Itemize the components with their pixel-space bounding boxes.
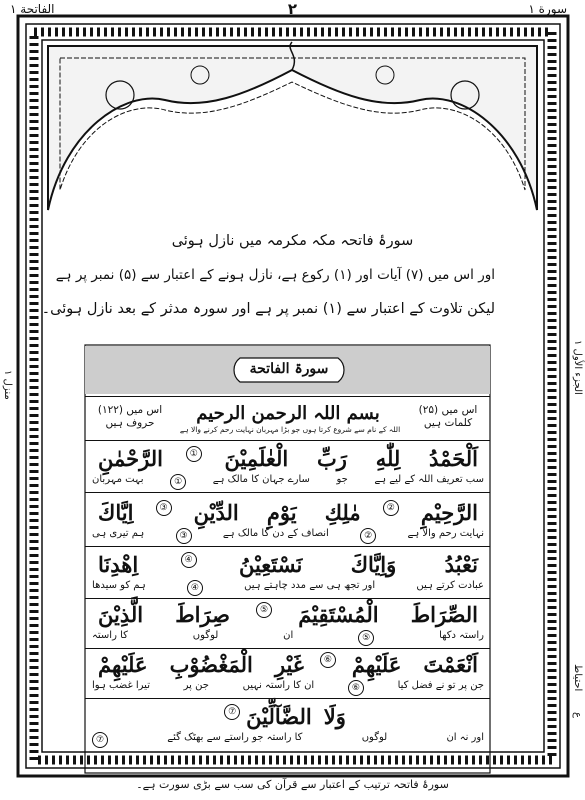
arabic-word: الْعٰلَمِيْنَ: [224, 446, 289, 471]
arabic-word: الرَّحْمٰنِ: [98, 446, 163, 471]
urdu-translation-word: جو: [336, 474, 348, 485]
bismillah-translation: اللہ کے نام سے شروع کرتا ہوں جو بڑا مہربان نہایت رحم کرنے والا ہے: [179, 425, 401, 434]
urdu-translation-word: لوگوں: [192, 630, 219, 641]
urdu-translation-word: لوگوں: [361, 732, 388, 743]
ayah-marker: ⑦: [92, 732, 108, 748]
ayah-marker: ①: [170, 474, 186, 490]
arabic-word: رَبِّ: [317, 446, 347, 471]
intro-line-1: سورۂ فاتحہ مکہ مکرمہ میں نازل ہوئی: [171, 233, 414, 249]
divider: [85, 440, 490, 441]
ayah-marker: ⑥: [320, 652, 336, 668]
urdu-translation-word: کا راستہ: [92, 630, 128, 641]
arabic-word: عَلَيْهِمْ: [351, 652, 402, 677]
footer-note: سورۂ فاتحہ ترتیب کے اعتبار سے قرآن کی سب سے بڑی سورت ہے۔: [136, 778, 449, 791]
verse-arabic-line: [92, 652, 484, 677]
urdu-translation-word: ان کا راستہ نہیں: [242, 680, 315, 691]
arabic-word: اِيَّاكَ: [98, 500, 134, 525]
divider: [85, 648, 490, 649]
verse-arabic-line: [92, 704, 484, 729]
urdu-translation-word: کا راستہ جو راستے سے بھٹک گئے: [167, 732, 303, 743]
verse-urdu-line: [92, 528, 484, 544]
urdu-translation-word: بہت مہربان: [92, 474, 144, 485]
verse-arabic-line: [92, 500, 484, 525]
urdu-translation-word: جن پر: [183, 680, 209, 691]
arabic-word: اَلْحَمْدُ: [429, 446, 478, 471]
words-count-line2: کلمات ہیں: [423, 417, 473, 429]
ayah-marker: ③: [156, 500, 172, 516]
urdu-translation-word: راستہ دکھا: [439, 630, 484, 641]
header-surah-label: سورة ۱: [528, 2, 567, 16]
divider: [85, 698, 490, 699]
urdu-translation-word: ان: [283, 630, 294, 641]
manzil-marker: منزل ۱: [2, 370, 13, 400]
ayah-marker: ②: [360, 528, 376, 544]
arabic-word: الْمَغْضُوْبِ: [169, 652, 253, 677]
arabic-word: غَيْرِ: [274, 652, 304, 677]
arabic-word: يَوْمِ: [266, 500, 297, 525]
arabic-word: لِلّٰهِ: [375, 446, 401, 471]
arabic-word: الضَّآلِّيْنَ: [246, 704, 312, 729]
divider: [85, 546, 490, 547]
arabic-word: الدِّيْنِ: [193, 500, 239, 525]
letters-count-line1: اس میں (۱۲۲): [97, 404, 163, 416]
words-count: [412, 404, 484, 430]
urdu-translation-word: ہم تیری ہی: [92, 528, 145, 539]
arabic-word: وَلَا: [323, 704, 346, 729]
arabic-word: وَاِيَّاكَ: [350, 552, 397, 577]
juz-marker: الجزء الأول ۱: [572, 340, 583, 395]
verse-urdu-line: [92, 580, 484, 596]
words-count-line1: اس میں (۲۵): [418, 404, 478, 416]
verse-arabic-line: [92, 552, 484, 577]
caution-marker: احتیاط: [572, 664, 583, 692]
arabic-word: الَّذِيْنَ: [98, 602, 144, 627]
ayah-marker: ⑥: [348, 680, 364, 696]
divider: [85, 492, 490, 493]
letters-count-line2: حروف ہیں: [105, 417, 155, 429]
urdu-translation-word: نہایت رحم والا ہے: [407, 528, 484, 539]
verse-urdu-line: [92, 680, 484, 696]
arabic-word: الرَّحِيْمِ: [420, 500, 478, 525]
page-number: ۲: [287, 0, 298, 18]
verse-urdu-line: [92, 630, 484, 646]
arabic-word: اَنْعَمْتَ: [423, 652, 478, 677]
verse-urdu-line: [92, 732, 484, 748]
arabic-word: صِرَاطَ: [175, 602, 230, 627]
ayah-marker: ⑤: [256, 602, 272, 618]
urdu-translation-word: اور نہ ان: [446, 732, 484, 743]
urdu-translation-word: انصاف کے دن کا مالک ہے: [222, 528, 329, 539]
arabic-word: نَعْبُدُ: [444, 552, 478, 577]
ayah-marker: ④: [181, 552, 197, 568]
arabic-word: الصِّرَاطَ: [410, 602, 478, 627]
surah-title: سورۃ الفاتحة: [249, 361, 329, 377]
urdu-translation-word: تیرا غضب ہوا: [92, 680, 150, 691]
divider: [85, 598, 490, 599]
urdu-translation-word: سب تعریف اللہ کے لیے ہے: [374, 474, 484, 485]
ayah-marker: ⑦: [224, 704, 240, 720]
header-surah-name: الفاتحة ۱: [10, 2, 55, 16]
arabic-word: مٰلِكِ: [324, 500, 361, 525]
ayah-marker: ④: [187, 580, 203, 596]
urdu-translation-word: سارے جہان کا مالک ہے: [212, 474, 310, 485]
verse-urdu-line: [92, 474, 484, 490]
divider: [85, 396, 490, 397]
ayah-marker: ②: [383, 500, 399, 516]
intro-line-3: لیکن تلاوت کے اعتبار سے (۱) نمبر پر ہے اور سورہ مدثر کے بعد نازل ہوئی۔: [41, 301, 495, 317]
urdu-translation-word: جن پر تو نے فضل کیا: [397, 680, 484, 691]
bismillah: بسم اللہ الرحمن الرحیم: [196, 403, 380, 424]
arabic-word: عَلَيْهِمْ: [98, 652, 148, 677]
ayah-marker: ⑤: [358, 630, 374, 646]
arabic-word: اِهْدِنَا: [98, 552, 139, 577]
verse-arabic-line: [92, 446, 484, 471]
urdu-translation-word: عبادت کرتے ہیں: [416, 580, 484, 591]
top-arch-ornament: [48, 46, 537, 210]
arabic-word: نَسْتَعِيْنُ: [238, 552, 303, 577]
urdu-translation-word: اور تجھ ہی سے مدد چاہتے ہیں: [244, 580, 376, 591]
letters-count: [94, 404, 166, 430]
intro-line-2: اور اس میں (۷) آیات اور (۱) رکوع ہے، نازل ہونے کے اعتبار سے (۵) نمبر پر ہے: [55, 267, 495, 283]
verse-arabic-line: [92, 602, 484, 627]
urdu-translation-word: ہم کو سیدھا: [92, 580, 146, 591]
ayah-marker: ③: [176, 528, 192, 544]
ruku-marker: ع: [572, 712, 583, 718]
arabic-word: الْمُسْتَقِيْمَ: [298, 602, 379, 627]
ayah-marker: ①: [186, 446, 202, 462]
